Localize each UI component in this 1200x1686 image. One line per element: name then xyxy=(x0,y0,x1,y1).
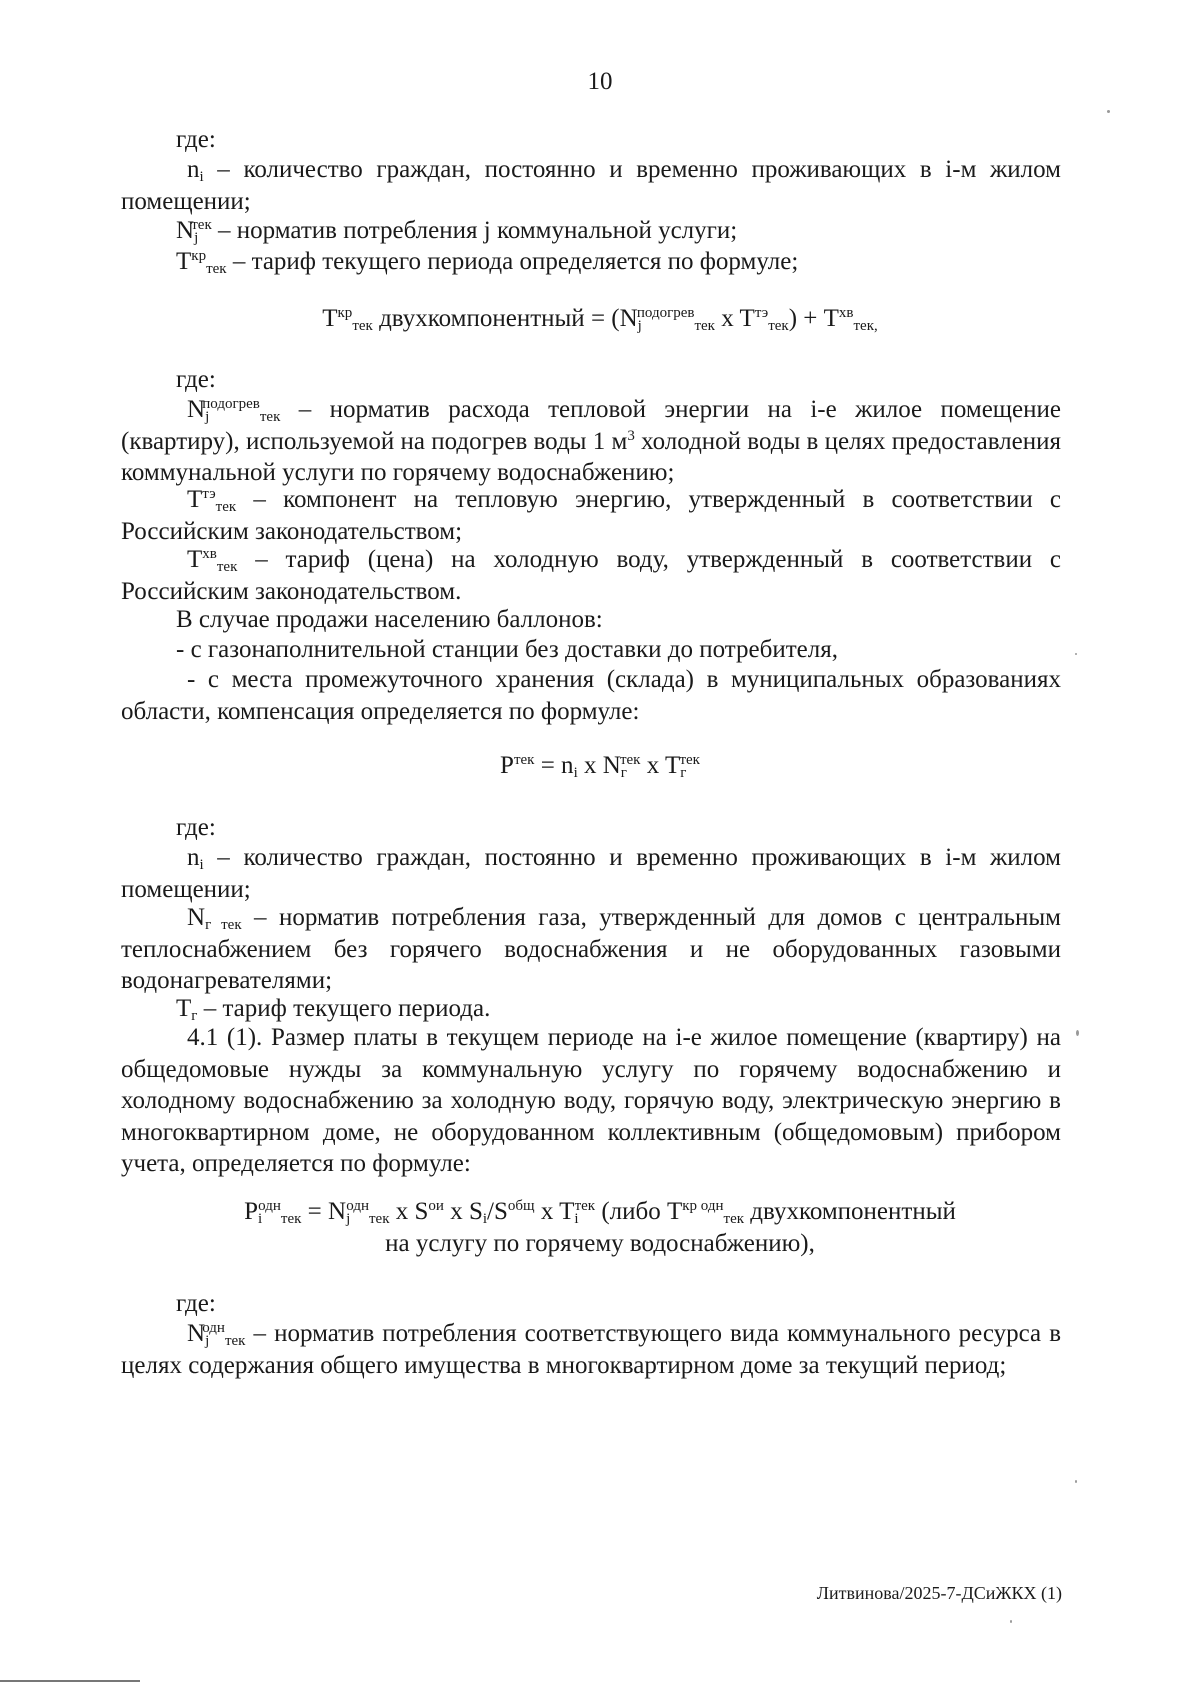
formula-odn-line1: $P_i^{одн}_{тек} = N_j^{одн}_{тек}$ x $S^{ои}$ x $S_i/S^{общ}$ x $T_i^{тек}$ (либо $T^{кр одн}_{тек}$ двухкомпонентный xyxy=(244,1198,956,1227)
nj-text: норматив потребления j коммунальной услуги; xyxy=(236,217,738,244)
formula-odn-line2: на услугу по горячему водоснабжению), xyxy=(385,1230,815,1257)
bottom-rule xyxy=(0,1680,140,1682)
ni-definition-2: $n_i$ – количество граждан, постоянно и временно проживающих в i-м жилом помещении; xyxy=(121,844,1061,903)
ni-text: количество граждан, постоянно и временно проживающих в i-м жилом помещении; xyxy=(121,156,1061,215)
tkr-text: тариф текущего периода определяется по формуле; xyxy=(251,248,799,275)
ng-definition: $N_{г тек}$ – норматив потребления газа, утвержденный для домов с центральным теплоснабжением без горячего водоснабжения и не оборудованных газовыми водонагревателями; xyxy=(121,904,1061,994)
tte-text: компонент на тепловую энергию, утвержденный в соответствии с Российским законодательством; xyxy=(121,486,1062,545)
paragraph-4-1: 4.1 (1). Размер платы в текущем периоде на i-е жилое помещение (квартиру) на общедомовые нужды за коммунальную услугу по горячему водоснабжению и холодному водоснабжению за холодную воду, горячую воду, электрическую энергию в многоквартирном доме, не оборудованном коллективным (общедомовым) прибором учета, определяется по формуле: xyxy=(121,1024,1061,1177)
nj-definition: $N_j^{тек}$ – норматив потребления j коммунальной услуги; xyxy=(176,217,738,246)
ni-definition: $n_i$ – количество граждан, постоянно и временно проживающих в i-м жилом помещении; xyxy=(121,156,1061,215)
npodogrev-text-2: холодной воды в целях предоставления коммунальной услуги по горячему водоснабжению; xyxy=(121,427,1061,486)
tkr-definition: $T^{кр}_{тек}$ – тариф текущего периода определяется по формуле; xyxy=(176,248,799,277)
scan-speck xyxy=(1107,110,1110,113)
ni-text-2: количество граждан, постоянно и временно проживающих в i-м жилом помещении; xyxy=(121,844,1061,903)
balloon-case: В случае продажи населению баллонов: xyxy=(176,606,603,633)
formula-two-component: $T^{кр}_{тек}$ двухкомпонентный = ($N_j^{подогрев}_{тек}$ x $T^{тэ}_{тек}) + T^{хв}_{тек,}$ xyxy=(322,305,878,334)
tg-definition: $T_г$ – тариф текущего периода. xyxy=(176,995,491,1024)
tte-definition: $T^{тэ}_{тек}$ – компонент на тепловую энергию, утвержденный в соответствии с Российским законодательством; xyxy=(121,486,1062,545)
tg-text: тариф текущего периода. xyxy=(222,995,491,1022)
npodogrev-text: норматив расхода тепловой энергии на i-е жилое помещение (квартиру), используемой на подогрев воды 1 м xyxy=(121,396,1061,455)
footer-reference: Литвинова/2025-7-ДСиЖКХ (1) xyxy=(816,1583,1062,1603)
scan-speck xyxy=(1076,1030,1079,1036)
txv-definition: $T^{хв}_{тек}$ – тариф (цена) на холодную воду, утвержденный в соответствии с Российским законодательством. xyxy=(121,546,1061,605)
where-label: где: xyxy=(176,126,216,153)
scan-speck xyxy=(1075,1480,1077,1483)
scan-speck xyxy=(1010,1620,1012,1623)
balloon-item-2: - с места промежуточного хранения (склада) в муниципальных образованиях области, компенсация определяется по формуле: xyxy=(121,666,1061,725)
where-label-2: где: xyxy=(176,366,216,393)
page-number: 10 xyxy=(587,68,613,95)
txv-text: тариф (цена) на холодную воду, утвержденный в соответствии с Российским законодательством. xyxy=(121,546,1061,605)
njodn-definition: $N_j^{одн}_{тек}$ – норматив потребления соответствующего вида коммунального ресурса в целях содержания общего имущества в многоквартирном доме за текущий период; xyxy=(121,1320,1061,1379)
ng-text: норматив потребления газа, утвержденный для домов с центральным теплоснабжением без горячего водоснабжения и не оборудованных газовыми водонагревателями; xyxy=(121,904,1061,994)
njodn-text: норматив потребления соответствующего вида коммунального ресурса в целях содержания общего имущества в многоквартирном доме за текущий период; xyxy=(121,1320,1061,1379)
formula-gas: $P^{тек} = n_i$ x $N_г^{тек}$ x $T_г^{тек}$ xyxy=(500,752,700,781)
balloon-item-1: - с газонаполнительной станции без доставки до потребителя, xyxy=(176,636,838,663)
where-label-3: где: xyxy=(176,814,216,841)
where-label-4: где: xyxy=(176,1290,216,1317)
npodogrev-definition: $N_j^{подогрев}_{тек}$ – норматив расхода тепловой энергии на i-е жилое помещение (квартиру), используемой на подогрев воды 1 $м^3$ холодной воды в целях предоставления коммунальной услуги по горячему водоснабжению; xyxy=(121,396,1061,486)
scan-speck xyxy=(1075,653,1077,655)
